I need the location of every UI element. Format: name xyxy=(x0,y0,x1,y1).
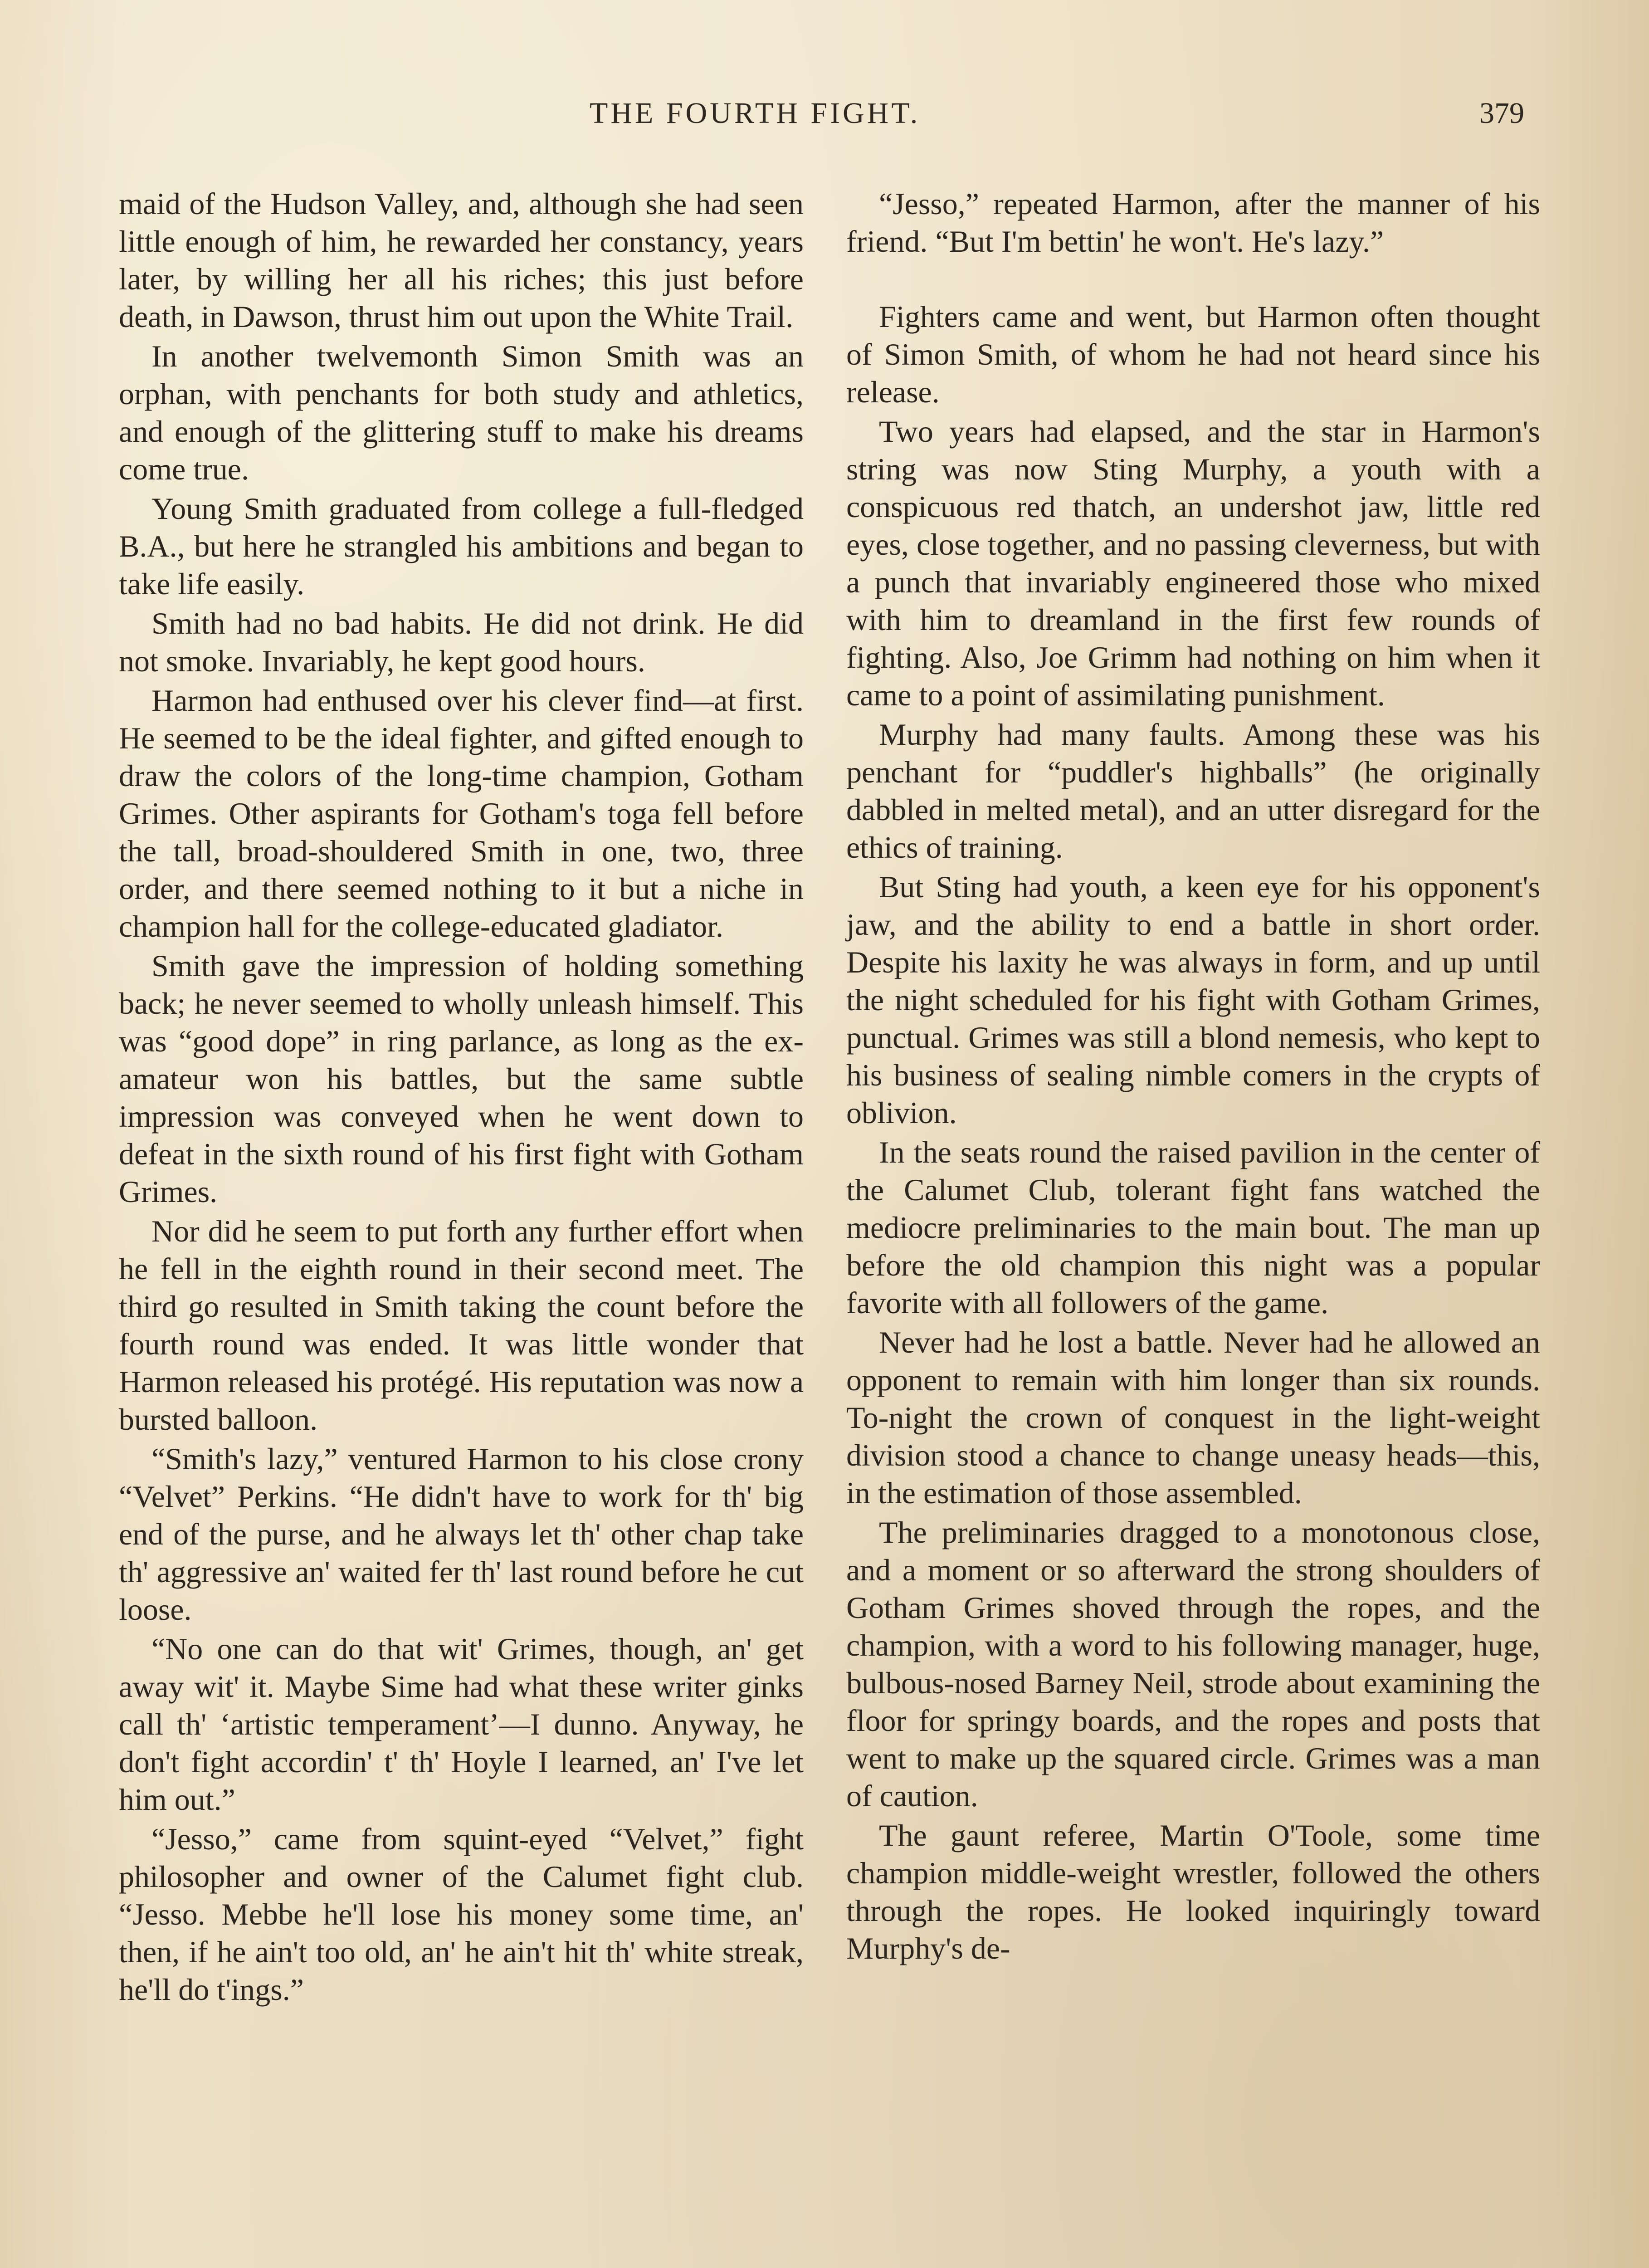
paragraph: Nor did he seem to put forth any further effort when he fell in the eighth round in their second meet. The third go resulted in Smith taking the count before the fourth round was ended. It was little wonder that Harmon released his protégé. His reputation was now a bursted balloon. xyxy=(119,1214,804,1437)
paragraph: “Smith's lazy,” ventured Harmon to his close crony “Velvet” Perkins. “He didn't have to work for th' big end of the purse, and he always let th' other chap take th' aggressive an' waited fer th' last round before he cut loose. xyxy=(119,1442,804,1627)
paragraph: maid of the Hudson Valley, and, although she had seen little enough of him, he rewarded her constancy, years later, by willing her all his riches; this just before death, in Dawson, thrust him out upon the White Trail. xyxy=(119,186,804,334)
paragraph: Young Smith graduated from college a full-fledged B.A., but here he strangled his ambitions and began to take life easily. xyxy=(119,491,804,601)
paragraph: In the seats round the raised pavilion in the center of the Calumet Club, tolerant fight fans watched the mediocre preliminaries to the main bout. The man up before the old champion this night was a popular favorite with all followers of the game. xyxy=(846,1135,1540,1320)
paragraph: “No one can do that wit' Grimes, though, an' get away wit' it. Maybe Sime had what these writer ginks call th' ‘artistic temperament’—I dunno. Anyway, he don't fight accordin' t' th' Hoyle I learned, an' I've let him out.” xyxy=(119,1632,804,1817)
paragraph: The gaunt referee, Martin O'Toole, some time champion middle-weight wrestler, followed the others through the ropes. He looked inquiringly toward Murphy's de- xyxy=(846,1818,1540,1965)
paragraph: In another twelvemonth Simon Smith was an orphan, with penchants for both study and athletics, and enough of the glittering stuff to make his dreams come true. xyxy=(119,339,804,486)
paragraph: Murphy had many faults. Among these was his penchant for “puddler's highballs” (he originally dabbled in melted metal), and an utter disregard for the ethics of training. xyxy=(846,717,1540,865)
paragraph: Harmon had enthused over his clever find—at first. He seemed to be the ideal fighter, and gifted enough to draw the colors of the long-time champion, Gotham Grimes. Other aspirants for Gotham's toga fell before the tall, broad-shouldered Smith in one, two, three order, and there seemed nothing to it but a niche in champion hall for the college-educated gladiator. xyxy=(119,683,804,943)
paragraph: Never had he lost a battle. Never had he allowed an opponent to remain with him longer than six rounds. To-night the crown of conquest in the light-weight division stood a chance to change uneasy heads—this, in the estimation of those assembled. xyxy=(846,1325,1540,1510)
paragraph: But Sting had youth, a keen eye for his opponent's jaw, and the ability to end a battle in short order. Despite his laxity he was always in form, and up until the night scheduled for his fight with Gotham Grimes, punctual. Grimes was still a blond nemesis, who kept to his business of sealing nimble comers in the crypts of oblivion. xyxy=(846,870,1540,1130)
right-column xyxy=(846,185,1540,1969)
paragraph: “Jesso,” came from squint-eyed “Velvet,” fight philosopher and owner of the Calumet fight club. “Jesso. Mebbe he'll lose his money some time, an' then, if he ain't too old, an' he ain't hit th' white streak, he'll do t'ings.” xyxy=(119,1822,804,2007)
running-title: THE FOURTH FIGHT. xyxy=(590,97,921,130)
page-number: 379 xyxy=(1479,97,1524,130)
paragraph: Smith had no bad habits. He did not drink. He did not smoke. Invariably, he kept good hours. xyxy=(119,606,804,678)
paragraph: The preliminaries dragged to a monotonous close, and a moment or so afterward the strong shoulders of Gotham Grimes shoved through the ropes, and the champion, with a word to his following manager, huge, bulbous-nosed Barney Neil, strode about examining the floor for springy boards, and the ropes and posts that went to make up the squared circle. Grimes was a man of caution. xyxy=(846,1515,1540,1813)
paragraph: Smith gave the impression of holding something back; he never seemed to wholly unleash himself. This was “good dope” in ring parlance, as long as the ex-amateur won his battles, but the same subtle impression was conveyed when he went down to defeat in the sixth round of his first fight with Gotham Grimes. xyxy=(119,948,804,1209)
paragraph: “Jesso,” repeated Harmon, after the manner of his friend. “But I'm bettin' he won't. He's lazy.” xyxy=(846,186,1540,259)
left-column xyxy=(119,185,804,2010)
page-header xyxy=(0,96,1649,146)
paragraph: Fighters came and went, but Harmon often thought of Simon Smith, of whom he had not heard since his release. xyxy=(846,299,1540,409)
paragraph: Two years had elapsed, and the star in Harmon's string was now Sting Murphy, a youth with a conspicuous red thatch, an undershot jaw, little red eyes, close together, and no passing cleverness, but with a punch that invariably engineered those who mixed with him to dreamland in the first few rounds of fighting. Also, Joe Grimm had nothing on him when it came to a point of assimilating punishment. xyxy=(846,414,1540,712)
